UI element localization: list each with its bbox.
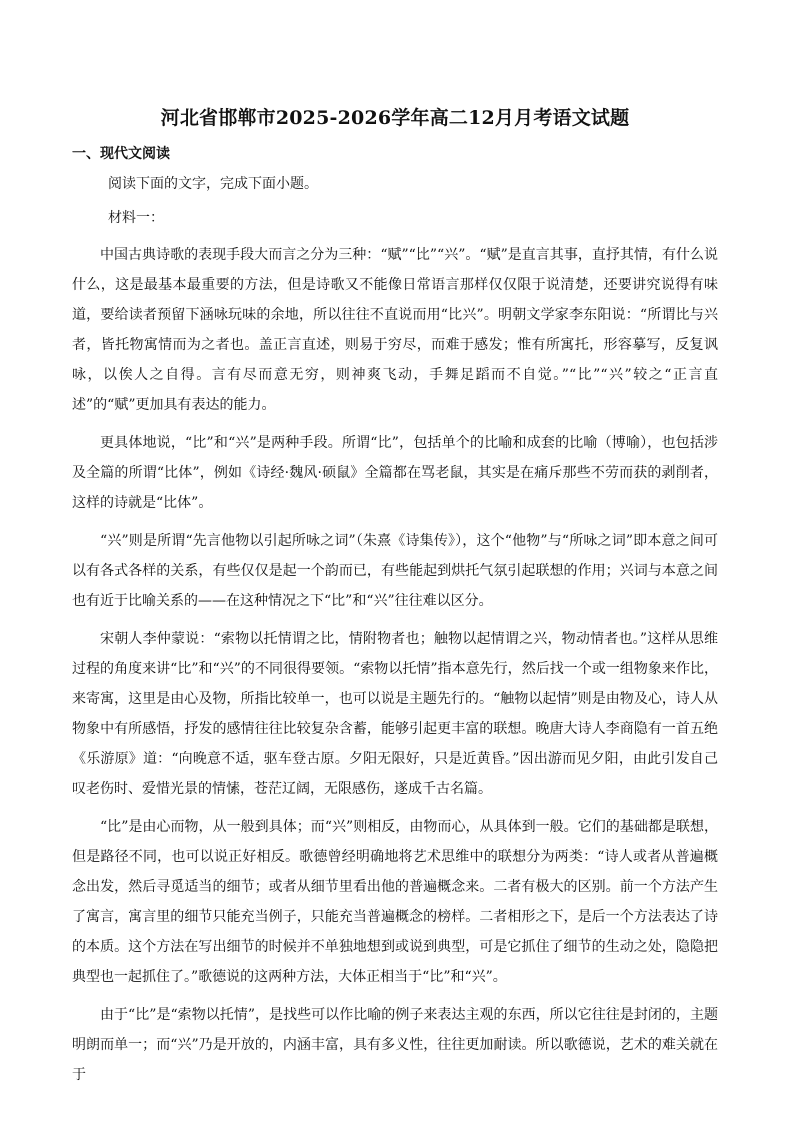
material-paragraph-2: 更具体地说，“比”和“兴”是两种手段。所谓“比”，包括单个的比喻和成套的比喻（博喻），也包括涉及全篇的所谓“比体”，例如《诗经·魏风·硕鼠》全篇都在骂老鼠，其实是在痛斥那些不劳而获的剥削者，这样的诗就是“比体”。: [72, 435, 718, 511]
reading-instruction: 阅读下面的文字，完成下面小题。: [108, 176, 318, 192]
material-paragraph-6: 由于“比”是“索物以托情”，是找些可以作比喻的例子来表达主观的东西，所以它往往是封闭的，主题明朗而单一；而“兴”乃是开放的，内涵丰富，具有多义性，往往更加耐读。所以歌德说，艺术的难关就在于: [72, 1007, 718, 1083]
section-heading-modern-text-reading: 一、现代文阅读: [72, 146, 170, 162]
material-paragraph-5: “比”是由心而物，从一般到具体；而“兴”则相反，由物而心，从具体到一般。它们的基础都是联想，但是路径不同，也可以说正好相反。歌德曾经明确地将艺术思维中的联想分为两类：“诗人或者从普遍概念出发，然后寻觅适当的细节；或者从细节里看出他的普遍概念来。二者有极大的区别。前一个方法产生了寓言，寓言里的细节只能充当例子，只能充当普遍概念的榜样。二者相形之下，是后一个方法表达了诗的本质。这个方法在写出细节的时候并不单独地想到或说到典型，可是它抓住了细节的生动之处，隐隐把典型也一起抓住了。”歌德说的这两种方法，大体正相当于“比”和“兴”。: [72, 819, 718, 985]
material-paragraph-4: 宋朝人李仲蒙说：“索物以托情谓之比，情附物者也；触物以起情谓之兴，物动情者也。”这样从思维过程的角度来讲“比”和“兴”的不同很得要领。“索物以托情”指本意先行，然后找一个或一组物象来作比，来寄寓，这里是由心及物，所指比较单一，也可以说是主题先行的。“触物以起情”则是由物及心，诗人从物象中有所感悟，抒发的感情往往比较复杂含蓄，能够引起更丰富的联想。晚唐大诗人李商隐有一首五绝《乐游原》道：“向晚意不适，驱车登古原。夕阳无限好，只是近黄昏。”因出游而见夕阳，由此引发自己叹老伤时、爱惜光景的情愫，苍茫辽阔，无限感伤，遂成千古名篇。: [72, 631, 718, 797]
material-paragraph-3: “兴”则是所谓“先言他物以引起所咏之词”（朱熹《诗集传》），这个“他物”与“所咏之词”即本意之间可以有各式各样的关系，有些仅仅是起一个韵而已，有些能起到烘托气氛引起联想的作用；兴词与本意之间也有近于比喻关系的——在这种情况之下“比”和“兴”往往难以区分。: [72, 533, 718, 609]
exam-title: 河北省邯郸市2025-2026学年高二12月月考语文试题: [160, 107, 630, 129]
material-label: 材料一：: [108, 210, 164, 226]
material-paragraph-1: 中国古典诗歌的表现手段大而言之分为三种：“赋”“比”“兴”。“赋”是直言其事，直抒其情，有什么说什么，这是最基本最重要的方法，但是诗歌又不能像日常语言那样仅仅限于说清楚，还要讲究说得有味道，要给读者预留下涵咏玩味的余地，所以往往不直说而用“比兴”。明朝文学家李东阳说：“所谓比与兴者，皆托物寓情而为之者也。盖正言直述，则易于穷尽，而难于感发；惟有所寓托，形容摹写，反复讽咏，以俟人之自得。言有尽而意无穷，则神爽飞动，手舞足蹈而不自觉。”“比”“兴”较之“正言直述”的“赋”更加具有表达的能力。: [72, 247, 718, 413]
